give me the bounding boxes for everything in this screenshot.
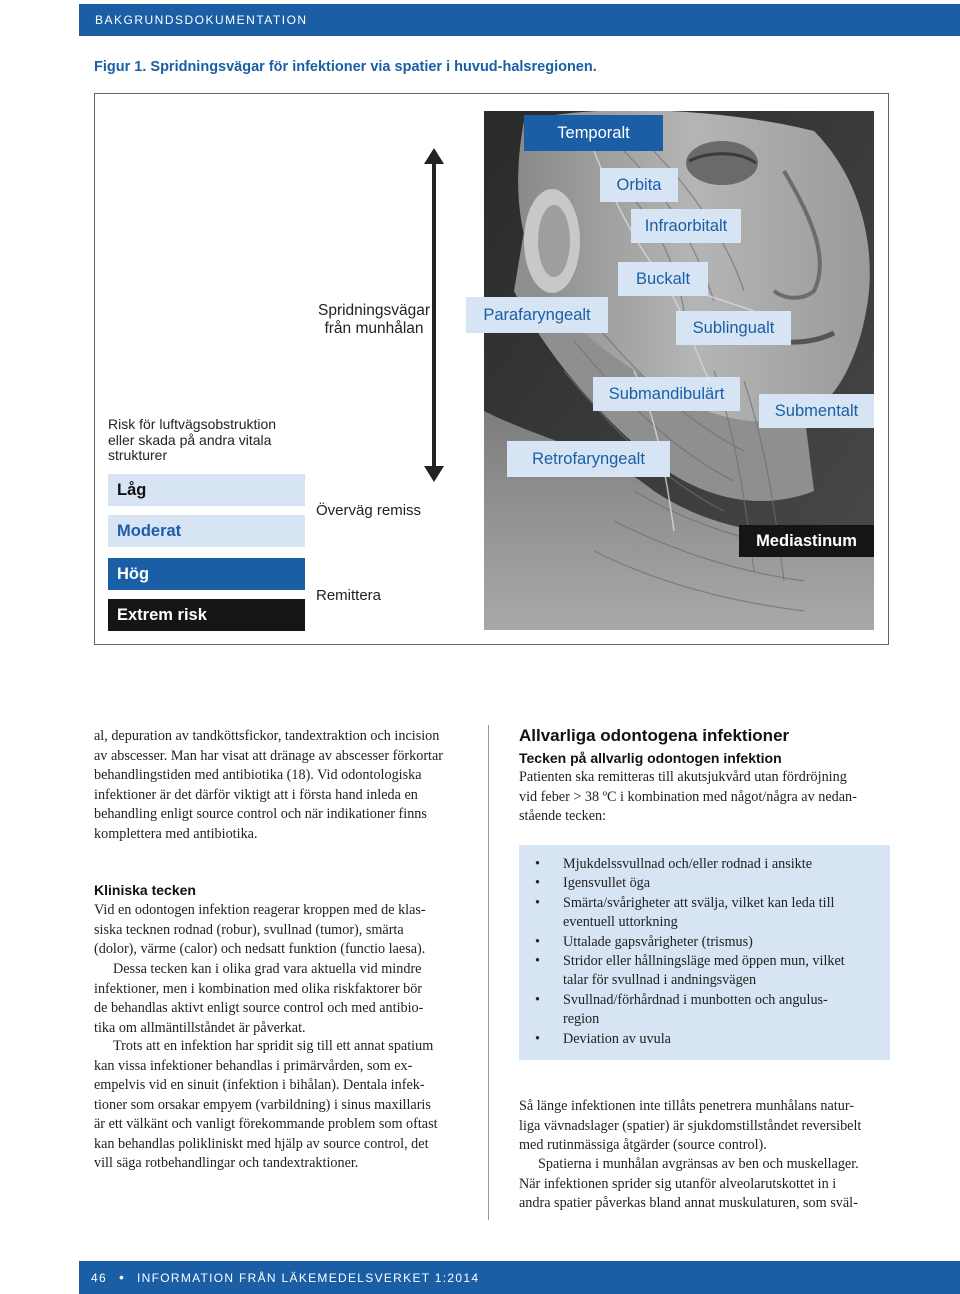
text-line: de behandlas aktivt enligt source control och med antibio- — [94, 1000, 424, 1016]
list-item — [519, 933, 876, 952]
text-line: empelvis vid en sinuit (infektion i bihålan). Dentala infek- — [94, 1077, 425, 1093]
space-sublingualt: Sublingualt — [676, 311, 791, 345]
text-line: andra spatier påverkas bland annat muskulaturen, som sväl- — [519, 1195, 858, 1211]
text-line: Trots att en infektion har spridit sig till ett annat spatium — [113, 1038, 434, 1054]
list-item — [519, 874, 876, 893]
text-line: al, depuration av tandköttsfickor, tandextraktion och incision — [94, 728, 440, 744]
text-line: Dessa tecken kan i olika grad vara aktuella vid mindre — [113, 961, 422, 977]
spread-label-line: från munhålan — [324, 320, 424, 337]
signs-list-box — [519, 845, 890, 1060]
spread-routes-label — [300, 302, 448, 338]
serious-signs-subheading: Tecken på allvarlig odontogen infektion — [519, 750, 782, 766]
text-line: Spatierna i munhålan avgränsas av ben och muskellager. — [538, 1156, 859, 1172]
column-divider — [488, 725, 489, 1220]
left-intro-paragraph — [94, 727, 464, 844]
text-line: tioner som orsakar empyem (varbildning) i sinus maxillaris — [94, 1096, 431, 1113]
space-submentalt: Submentalt — [759, 394, 874, 428]
list-item — [519, 1030, 876, 1049]
text-line: kan vissa infektioner behandlas i primärvården, som ex- — [94, 1057, 413, 1074]
text-line: infektioner är det därför viktigt att i första hand inleda en — [94, 786, 418, 803]
text-line: vid feber > 38 ºC i kombination med något/några av nedan- — [519, 788, 857, 805]
text-line: (dolor), värme (calor) och nedsatt funktion (functio laesa). — [94, 941, 426, 957]
space-retrofaryngealt: Retrofaryngealt — [507, 441, 670, 477]
text-line: talar för svullnad i andningsvägen — [563, 972, 757, 989]
text-line: kan behandlas polikliniskt med hjälp av source control, det — [94, 1135, 429, 1152]
list-item — [519, 952, 876, 991]
space-parafaryngealt: Parafaryngealt — [466, 297, 608, 333]
risk-title — [108, 417, 308, 464]
list-item — [519, 991, 876, 1030]
risk-level-moderate: Moderat — [108, 515, 305, 547]
risk-title-line: Risk för luftvägsobstruktion — [108, 416, 277, 432]
right-paragraph-2 — [519, 1155, 890, 1214]
header-band — [79, 4, 960, 36]
text-line: • Deviation av uvula — [563, 1030, 671, 1047]
text-line: • Svullnad/förhårdnad i munbotten och angulus- — [563, 991, 828, 1008]
serious-signs-intro — [519, 768, 890, 827]
space-infraorbitalt: Infraorbitalt — [631, 209, 741, 243]
text-line: vill säga rotbehandlingar och tandextraktioner. — [94, 1155, 359, 1171]
bullet-dot-icon: • — [119, 1269, 126, 1285]
text-line: siska tecknen rodnad (robur), svullnad (tumor), smärta — [94, 921, 404, 938]
clinical-signs-paragraph-2 — [94, 960, 464, 1038]
action-consider-referral: Överväg remiss — [316, 502, 422, 519]
list-item — [519, 894, 876, 933]
space-temporalt: Temporalt — [524, 115, 663, 151]
list-item — [519, 855, 876, 874]
text-line: med rutinmässiga åtgärder (source control). — [519, 1137, 767, 1153]
action-refer: Remittera — [316, 587, 382, 604]
clinical-signs-heading: Kliniska tecken — [94, 882, 196, 898]
risk-level-high: Hög — [108, 558, 305, 590]
text-line: eventuell uttorkning — [563, 914, 678, 931]
figure-caption: Figur 1. Spridningsvägar för infektioner via spatier i huvud-halsregionen. — [94, 59, 597, 75]
right-paragraph-1 — [519, 1097, 890, 1156]
text-line: • Mjukdelssvullnad och/eller rodnad i ansikte — [563, 856, 813, 872]
text-line: • Stridor eller hållningsläge med öppen mun, vilket — [563, 953, 845, 970]
clinical-signs-paragraph-1 — [94, 901, 464, 960]
publication-name: INFORMATION FRÅN LÄKEMEDELSVERKET 1:2014 — [137, 1271, 480, 1285]
text-line: liga vävnadslager (spatier) är sjukdomstillståndet reversibelt — [519, 1117, 862, 1134]
text-line: • Uttalade gapsvårigheter (trismus) — [563, 933, 753, 950]
signs-list — [519, 845, 890, 1049]
text-line: tika om allmäntillståndet är påverkat. — [94, 1019, 306, 1036]
text-line: komplettera med antibiotika. — [94, 825, 258, 842]
section-label: BAKGRUNDSDOKUMENTATION — [95, 13, 308, 27]
text-line: Så länge infektionen inte tillåts penetrera munhålans natur- — [519, 1098, 854, 1114]
space-mediastinum: Mediastinum — [739, 525, 874, 557]
risk-title-line: strukturer — [108, 447, 168, 463]
text-line: När infektionen sprider sig utanför alveolarutskottet in i — [519, 1175, 837, 1192]
text-line: • Igensvullet öga — [563, 875, 651, 892]
page-number: 46 — [91, 1271, 107, 1285]
text-line: behandlingstiden med antibiotika (18). Vid odontologiska — [94, 767, 422, 783]
space-submandibulart: Submandibulärt — [593, 377, 740, 411]
risk-title-line: eller skada på andra vitala — [108, 431, 272, 448]
text-line: Patienten ska remitteras till akutsjukvård utan fördröjning — [519, 769, 847, 785]
space-buckalt: Buckalt — [618, 262, 708, 296]
text-line: Vid en odontogen infektion reagerar kroppen med de klas- — [94, 902, 426, 918]
text-line: infektioner, men i kombination med olika riskfaktorer bör — [94, 980, 423, 997]
text-line: stående tecken: — [519, 808, 607, 824]
serious-infections-heading: Allvarliga odontogena infektioner — [519, 726, 790, 745]
footer-band — [79, 1261, 960, 1294]
risk-level-extreme: Extrem risk — [108, 599, 305, 631]
clinical-signs-paragraph-3 — [94, 1037, 464, 1174]
text-line: behandling enligt source control och när indikationer finns — [94, 806, 427, 822]
text-line: är ett välkänt och vanligt förekommande problem som oftast — [94, 1116, 438, 1132]
text-line: • Smärta/svårigheter att svälja, vilket kan leda till — [563, 894, 835, 911]
risk-level-low: Låg — [108, 474, 305, 506]
text-line: av abscesser. Man har visat att dränage av abscesser förkortar — [94, 747, 444, 764]
spread-label-line: Spridningsvägar — [317, 302, 430, 319]
space-orbita: Orbita — [600, 168, 678, 202]
text-line: region — [563, 1011, 600, 1028]
